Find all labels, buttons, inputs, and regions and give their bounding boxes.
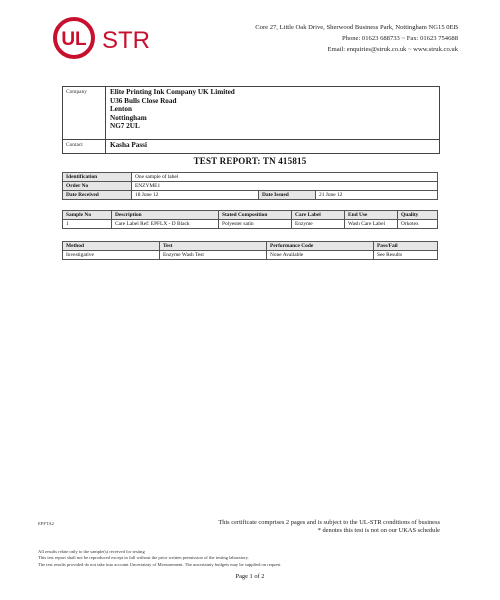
- table-cell: Enzyme: [292, 220, 345, 229]
- table-header-row: [63, 211, 438, 220]
- date-issued-value: 21 June 12: [316, 191, 438, 200]
- col-header: Method: [63, 242, 160, 251]
- lab-address: [158, 22, 458, 55]
- table-row: [63, 220, 438, 229]
- table-row: [63, 182, 438, 191]
- col-header: Stated Composition: [219, 211, 292, 220]
- table-cell: None Available: [267, 251, 374, 260]
- company-street: U36 Bulls Close Road: [110, 96, 177, 105]
- disclaimer-line: All results relate only to the sample(s) received for testing: [38, 549, 145, 554]
- identification-value: One sample of label: [132, 173, 438, 182]
- table-cell: Enzyme Wash Test: [160, 251, 267, 260]
- certificate-note: [170, 519, 440, 535]
- col-header: Care Label: [292, 211, 345, 220]
- company-details-box: [62, 86, 440, 154]
- ukas-note: * denotes this test is not on our UKAS schedule: [317, 527, 440, 534]
- table-cell: Polyester satin: [219, 220, 292, 229]
- col-header: Performance Code: [267, 242, 374, 251]
- table-cell: Investigative: [63, 251, 160, 260]
- company-district: Lenton: [110, 105, 132, 114]
- logo-text: STR: [102, 27, 150, 54]
- order-value: ENZYME1: [132, 182, 438, 191]
- col-header: Description: [112, 211, 219, 220]
- table-cell: 1: [63, 220, 112, 229]
- table-row: [63, 191, 438, 200]
- date-received-value: 18 June 12: [132, 191, 259, 200]
- date-issued-label: Date Issued: [259, 191, 316, 200]
- order-label: Order No: [63, 182, 132, 191]
- disclaimer-notes: [38, 549, 281, 568]
- date-received-label: Date Received: [63, 191, 132, 200]
- col-header: Quality: [398, 211, 438, 220]
- col-header: End Use: [345, 211, 398, 220]
- address-line: Core 27, Little Oak Drive, Sherwood Business Park, Nottingham NG15 0EB: [255, 24, 458, 31]
- company-city: Nottingham: [110, 113, 147, 122]
- table-cell: Care Label Ref: EPFLX - D Black: [112, 220, 219, 229]
- table-cell: See Results: [374, 251, 438, 260]
- report-title: TEST REPORT: TN 415815: [193, 156, 307, 166]
- table-cell: Orkotex: [398, 220, 438, 229]
- samples-table: [62, 210, 438, 229]
- company-address: [106, 87, 239, 139]
- company-label: Company: [63, 87, 106, 139]
- method-table: [62, 241, 438, 260]
- svg-text:UL: UL: [61, 29, 87, 50]
- contact-label: Contact: [63, 140, 106, 153]
- identification-table: [62, 172, 438, 200]
- col-header: Test: [160, 242, 267, 251]
- contact-name: Kasha Passi: [110, 141, 147, 149]
- company-postcode: NG7 2UL: [110, 122, 140, 131]
- col-header: Sample No: [63, 211, 112, 220]
- table-row: [63, 251, 438, 260]
- table-cell: Wash Care Label: [345, 220, 398, 229]
- company-name: Elite Printing Ink Company UK Limited: [110, 88, 235, 96]
- form-reference: EPFTA2: [38, 521, 54, 526]
- page-number: Page 1 of 2: [235, 573, 265, 580]
- identification-label: Identification: [63, 173, 132, 182]
- disclaimer-line: This test report shall not be reproduced except in full without the prior written permission of the testing laboratory.: [38, 555, 249, 561]
- col-header: Pass/Fail: [374, 242, 438, 251]
- email-web-line: Email: enquiries@struk.co.uk ~ www.struk.co.uk: [327, 46, 458, 53]
- table-row: [63, 173, 438, 182]
- phone-fax-line: Phone: 01623 688733 ~ Fax: 01623 754688: [341, 35, 458, 42]
- table-header-row: [63, 242, 438, 251]
- certificate-pages-note: This certificate comprises 2 pages and is subject to the UL-STR conditions of business: [218, 519, 440, 526]
- disclaimer-line: The test results provided do not take into account Uncertainty of Measurement. The uncertainty budgets may be supplied on request: [38, 561, 281, 567]
